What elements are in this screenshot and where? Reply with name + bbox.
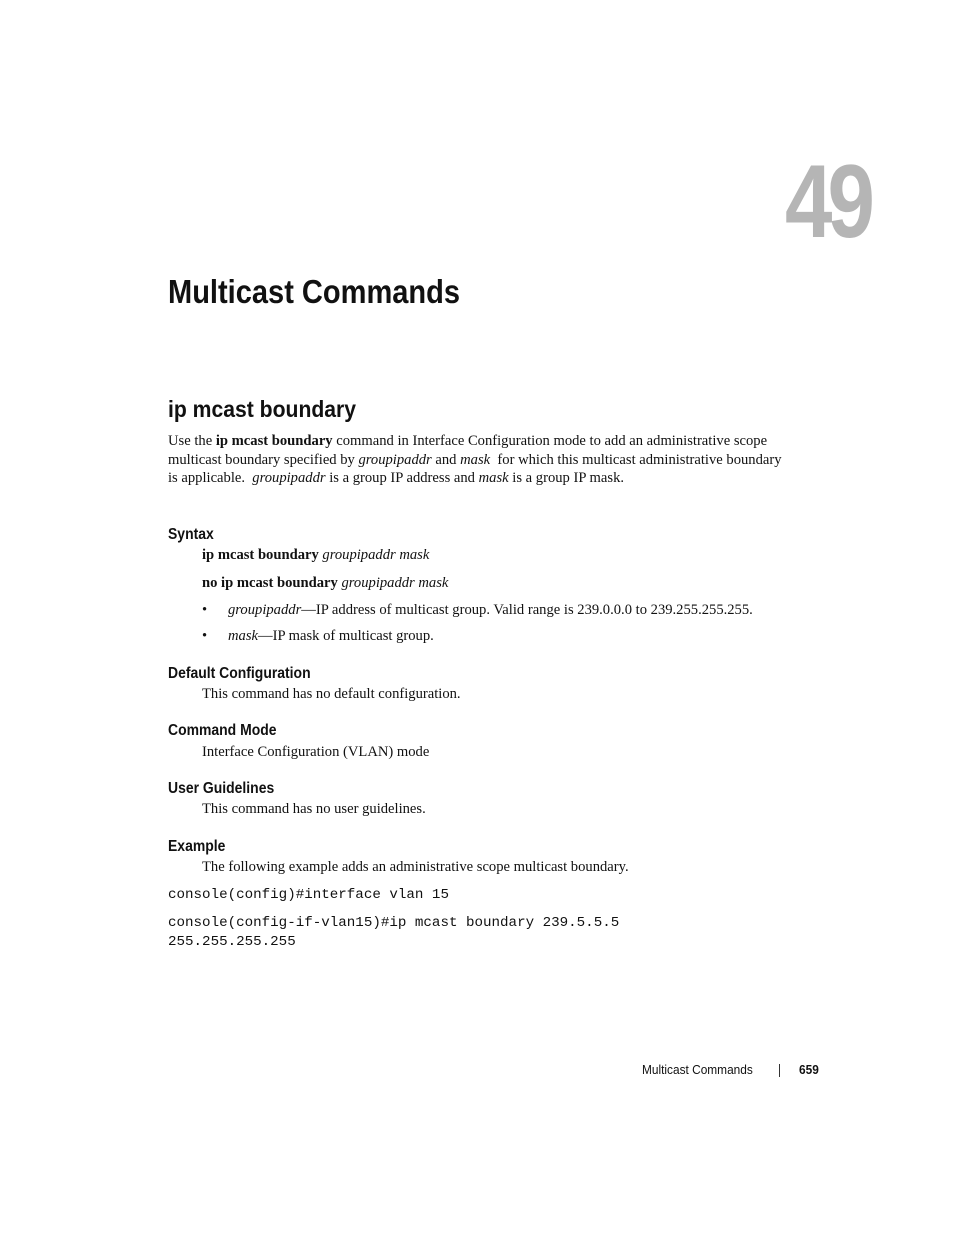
intro-argument: groupipaddr	[358, 451, 432, 468]
command-mode-heading: Command Mode	[168, 722, 277, 739]
chapter-title: Multicast Commands	[168, 273, 461, 310]
parameter-bullet	[202, 627, 434, 645]
parameter-description: IP mask of multicast group.	[272, 628, 434, 644]
parameter-name: mask	[228, 628, 258, 644]
intro-text: command in Interface Configuration mode to add an administrative scope multicast boundary specified by	[168, 433, 768, 468]
section-title: ip mcast boundary	[168, 396, 357, 422]
syntax-command: ip mcast boundary	[202, 547, 319, 563]
intro-text: Use the	[168, 433, 216, 449]
syntax-arguments: groupipaddr mask	[337, 575, 449, 591]
parameter-dash: —	[258, 628, 273, 644]
code-line: console(config)#interface vlan 15	[168, 887, 449, 903]
command-mode-text: Interface Configuration (VLAN) mode	[202, 744, 430, 760]
intro-text: for which this multicast administrative boundary is applicable.	[168, 451, 786, 487]
footer-title: Multicast Commands	[642, 1062, 753, 1077]
intro-command: ip mcast boundary	[215, 433, 333, 449]
example-text: The following example adds an administrative scope multicast boundary.	[202, 859, 629, 875]
parameter-name: groupipaddr	[228, 602, 302, 618]
chapter-number: 49	[784, 144, 870, 260]
intro-text: is a group IP mask.	[508, 470, 625, 487]
footer-divider	[779, 1064, 780, 1077]
user-guidelines-heading: User Guidelines	[168, 780, 275, 797]
intro-argument: mask	[478, 470, 509, 487]
intro-text: is a group IP address and	[325, 470, 479, 487]
intro-argument: mask	[460, 451, 491, 468]
syntax-heading: Syntax	[168, 526, 214, 543]
parameter-description: IP address of multicast group. Valid range is 239.0.0.0 to 239.255.255.255.	[315, 602, 753, 618]
bullet-marker: •	[202, 628, 208, 644]
intro-argument: groupipaddr	[252, 470, 326, 487]
example-heading: Example	[168, 838, 226, 855]
default-configuration-text: This command has no default configuration.	[202, 686, 461, 702]
page-number: 659	[799, 1062, 819, 1077]
parameter-bullet	[202, 601, 753, 619]
syntax-line	[202, 574, 448, 592]
section-intro	[168, 432, 788, 488]
intro-text: and	[431, 451, 461, 468]
parameter-dash: —	[301, 602, 316, 618]
syntax-command: no ip mcast boundary	[202, 575, 338, 591]
default-configuration-heading: Default Configuration	[168, 665, 311, 682]
syntax-line	[202, 546, 429, 564]
syntax-arguments: groupipaddr mask	[318, 547, 430, 563]
code-line: console(config-if-vlan15)#ip mcast boundary 239.5.5.5	[168, 915, 620, 931]
bullet-marker: •	[202, 602, 208, 618]
code-line: 255.255.255.255	[168, 934, 296, 950]
user-guidelines-text: This command has no user guidelines.	[202, 801, 426, 817]
